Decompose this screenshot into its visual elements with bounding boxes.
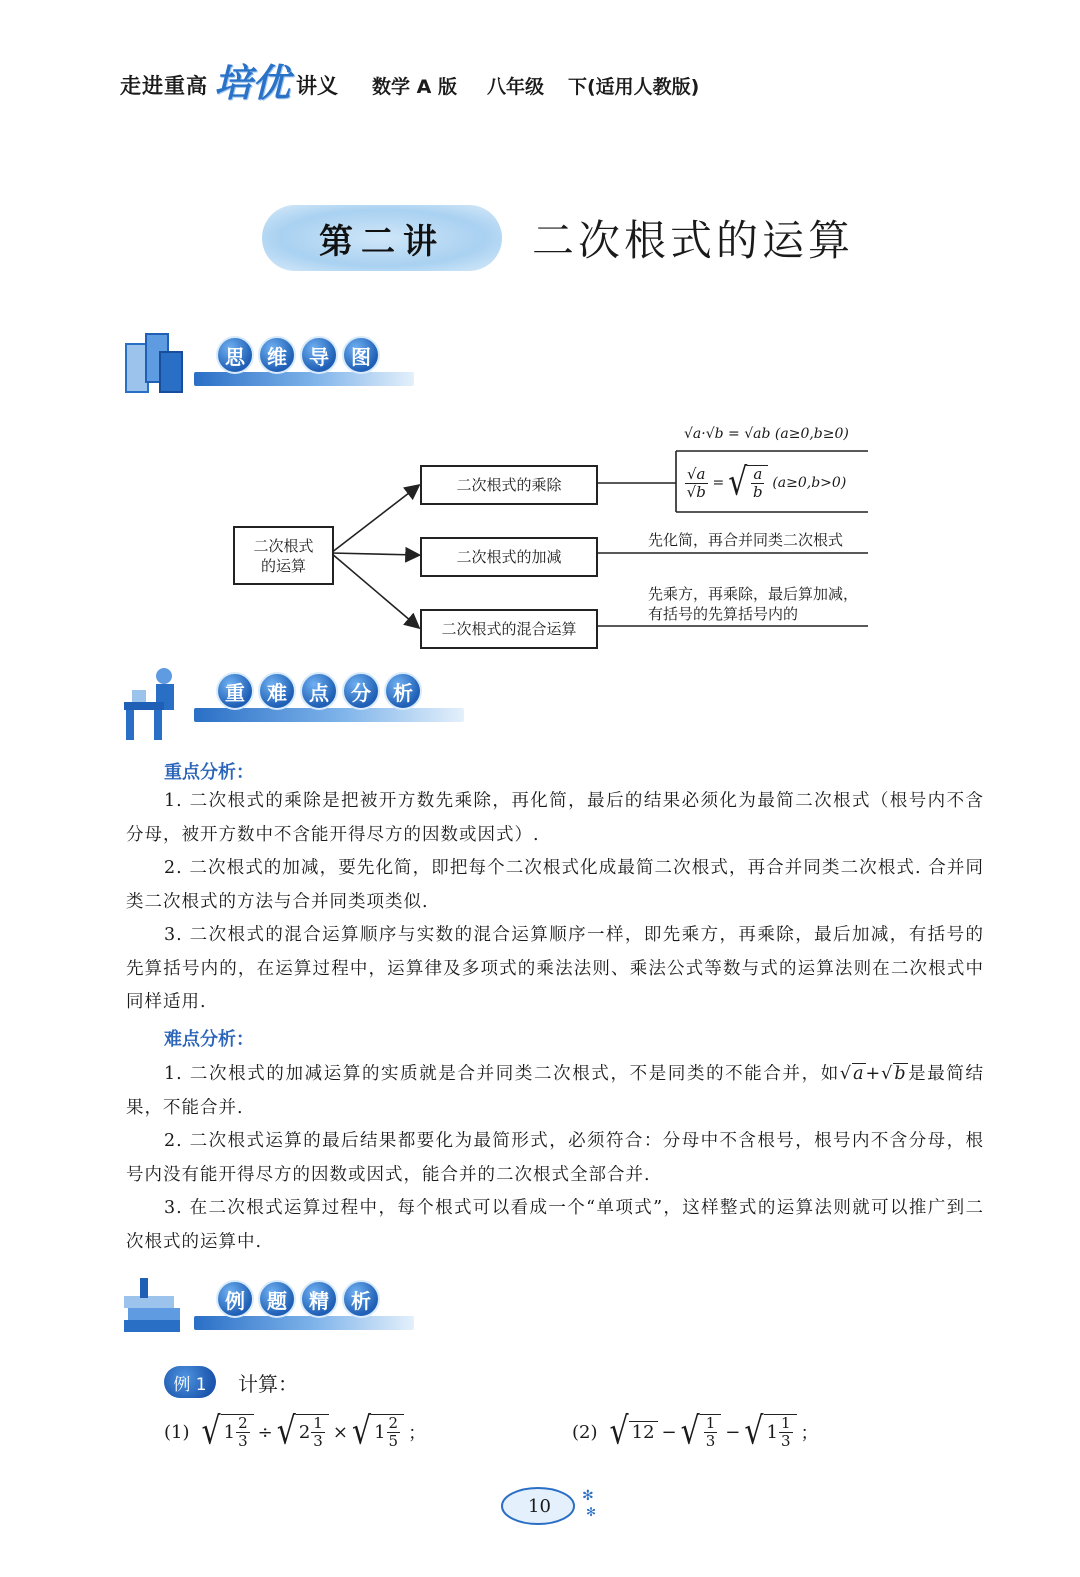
section-char: 例 bbox=[216, 1280, 254, 1318]
header-series-b: 讲义 bbox=[296, 74, 339, 98]
section-bar bbox=[194, 708, 464, 722]
branch-label: 二次根式的加减 bbox=[456, 548, 562, 566]
section-char: 维 bbox=[258, 336, 296, 374]
rule-add: 先化简，再合并同类二次根式 bbox=[648, 531, 844, 549]
problem-label: (2) bbox=[572, 1421, 598, 1443]
branch-label: 二次根式的乘除 bbox=[456, 476, 562, 494]
mindmap-root bbox=[233, 526, 334, 585]
header-volume: 下(适用人教版) bbox=[567, 75, 700, 98]
header-series-a: 走进重高 bbox=[120, 74, 208, 98]
mindmap-branch-mixed bbox=[420, 609, 598, 649]
key-point-1: 1. 二次根式的乘除是把被开方数先乘除，再化简，最后的结果必须化为最简二次根式（根号内不含分母，被开方数中不含能开得尽方的因数或因式）. bbox=[126, 791, 984, 845]
difficult-points-heading: 难点分析： bbox=[164, 1029, 254, 1050]
svg-text:✻: ✻ bbox=[582, 1488, 594, 1504]
page-number: 10 bbox=[528, 1496, 551, 1517]
rule-mixed-2: 有括号的先算括号内的 bbox=[648, 605, 799, 623]
rule-mixed-1: 先乘方，再乘除，最后算加减， bbox=[648, 585, 859, 603]
mindmap-branch-multiply bbox=[420, 465, 598, 505]
example-problem-2: (2) √ 12 − √ $\frac{1}{3}$ − √ 1 $\frac{1}{3}$ ； bbox=[572, 1409, 819, 1454]
example-prompt: 计算： bbox=[238, 1372, 298, 1396]
mindmap-branch-add bbox=[420, 537, 598, 577]
rule-multiply: √a·√b = √ab (a≥0,b≥0) bbox=[684, 426, 849, 442]
key-point-2: 2. 二次根式的加减，要先化简，即把每个二次根式化成最简二次根式，再合并同类二次根式. 合并同类二次根式的方法与合并同类项类似. bbox=[126, 858, 984, 912]
section-char: 图 bbox=[342, 336, 380, 374]
page-number-badge bbox=[498, 1480, 597, 1528]
rule-divide: $\frac{√a}{√b}$ = √ $\frac{a}{b}$ (a≥0,b>0) bbox=[686, 460, 847, 505]
student-desk-icon bbox=[120, 666, 190, 742]
problem-label: (1) bbox=[164, 1421, 190, 1443]
header-brand: 培优 bbox=[214, 60, 291, 105]
svg-text:✻: ✻ bbox=[586, 1505, 597, 1519]
lecture-badge: 第二讲 bbox=[262, 205, 502, 271]
section-char: 难 bbox=[258, 672, 296, 710]
header-subject: 数学 A 版 bbox=[372, 75, 457, 98]
branch-label: 二次根式的混合运算 bbox=[441, 620, 577, 638]
key-point-3: 3. 二次根式的混合运算顺序与实数的混合运算顺序一样，即先乘方，再乘除，最后加减，有括号的先算括号内的，在运算过程中，运算律及多项式的乘法法则、乘法公式等数与式的运算法则在二次根式中同样适用. bbox=[126, 925, 984, 1012]
section-analysis-header bbox=[120, 672, 470, 742]
key-points-heading: 重点分析： bbox=[164, 762, 254, 783]
sqrt-a-plus-sqrt-b: √a+√b bbox=[839, 1064, 907, 1084]
section-char: 点 bbox=[300, 672, 338, 710]
mindmap-root-label: 二次根式的运算 bbox=[253, 536, 314, 575]
section-char: 分 bbox=[342, 672, 380, 710]
section-char: 重 bbox=[216, 672, 254, 710]
difficult-point-1 bbox=[126, 1058, 984, 1125]
book-stack-icon bbox=[120, 1274, 190, 1344]
section-examples-header bbox=[120, 1280, 420, 1350]
section-char: 析 bbox=[384, 672, 422, 710]
section-char: 导 bbox=[300, 336, 338, 374]
section-char: 题 bbox=[258, 1280, 296, 1318]
section-bar bbox=[194, 1316, 414, 1330]
section-char: 思 bbox=[216, 336, 254, 374]
difficult-point-2: 2. 二次根式运算的最后结果都要化为最简形式，必须符合：分母中不含根号，根号内不含分母，根号内没有能开得尽方的因数或因式，能合并的二次根式全部合并. bbox=[126, 1131, 984, 1185]
difficult-point-1-tail: 是最简结果，不能合并. bbox=[126, 1064, 985, 1118]
difficult-point-3: 3. 在二次根式运算过程中，每个根式可以看成一个“单项式”，这样整式的运算法则就可以推广到二次根式的运算中. bbox=[126, 1198, 984, 1252]
example-problem-1: (1) √ 1 $\frac{2}{3}$ ÷ √ 2 $\frac{1}{3}$ × √ 1 $\frac{2}{5}$ ； bbox=[164, 1409, 427, 1454]
example-badge: 例 1 bbox=[164, 1366, 216, 1398]
rule-divide-condition: (a≥0,b>0) bbox=[772, 475, 847, 491]
header-grade: 八年级 bbox=[486, 75, 544, 98]
section-char: 析 bbox=[342, 1280, 380, 1318]
lecture-title: 二次根式的运算 bbox=[532, 216, 855, 265]
section-char: 精 bbox=[300, 1280, 338, 1318]
difficult-point-1-text: 1. 二次根式的加减运算的实质就是合并同类二次根式，不是同类的不能合并，如 bbox=[164, 1064, 840, 1084]
